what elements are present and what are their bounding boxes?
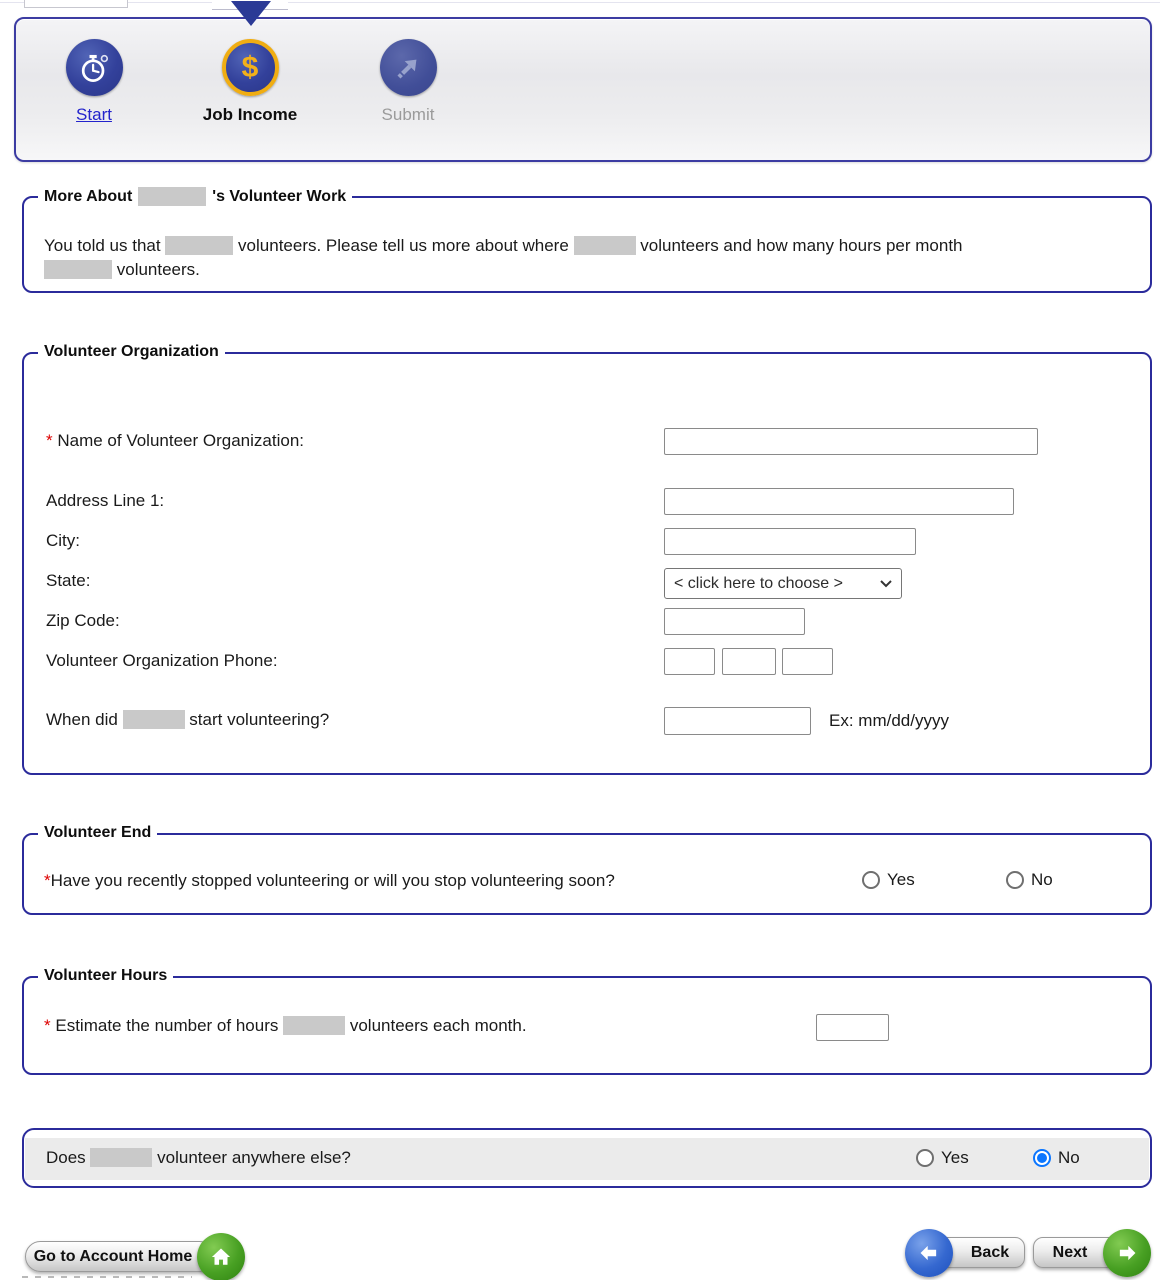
volunteer-hours-input[interactable] [816, 1014, 889, 1041]
wizard-step-start[interactable] [19, 39, 169, 125]
org-state-label: State: [46, 571, 91, 590]
org-zip-label: Zip Code: [46, 611, 120, 630]
volunteer-end-no-option[interactable] [1006, 870, 1053, 890]
org-city-label: City: [46, 531, 80, 550]
top-divider-line [0, 2, 1160, 3]
volunteer-hours-legend: Volunteer Hours [38, 967, 173, 985]
elsewhere-yes-label: Yes [941, 1148, 969, 1167]
wizard-step-submit-label: Submit [381, 105, 435, 124]
about-text-seg: volunteers. [116, 260, 200, 279]
next-button[interactable] [1033, 1227, 1153, 1277]
redacted-name [123, 710, 185, 729]
redacted-name [165, 236, 233, 255]
elsewhere-no-option[interactable] [1033, 1148, 1080, 1168]
top-left-remnant-box [24, 0, 128, 8]
elsewhere-question-seg: volunteer anywhere else? [157, 1148, 351, 1167]
more-about-text-line1 [44, 234, 963, 258]
org-zip-input[interactable] [664, 608, 805, 635]
chevron-down-icon [880, 580, 892, 588]
current-step-pointer-icon [231, 1, 271, 26]
org-phone-area-input[interactable] [664, 648, 715, 675]
org-address-row [46, 488, 1130, 520]
required-marker: * [46, 431, 53, 450]
about-text-seg: You told us that [44, 236, 161, 255]
about-text-seg: volunteers. Please tell us more about where [238, 236, 569, 255]
wizard-step-job-income [175, 39, 325, 125]
org-state-row [46, 568, 1130, 600]
elsewhere-no-label: No [1058, 1148, 1080, 1167]
volunteer-end-section [22, 824, 1152, 915]
volunteer-end-question [44, 871, 615, 891]
dollar-icon: $ [222, 39, 279, 96]
volunteer-elsewhere-strip [25, 1138, 1149, 1180]
progress-wizard-panel [14, 17, 1152, 162]
elsewhere-question-seg: Does [46, 1148, 86, 1167]
volunteer-hours-question [44, 1016, 527, 1036]
next-button-pill[interactable]: Next [1033, 1237, 1129, 1268]
when-label-seg: When did [46, 710, 118, 729]
org-phone-line-input[interactable] [782, 648, 833, 675]
required-marker: * [44, 871, 51, 890]
wizard-step-submit [333, 39, 483, 125]
volunteer-end-no-label: No [1031, 870, 1053, 889]
volunteer-start-date-row [46, 707, 1130, 739]
elsewhere-yes-option[interactable] [916, 1148, 969, 1168]
org-address-label: Address Line 1: [46, 491, 165, 510]
when-label-seg: start volunteering? [189, 710, 330, 729]
volunteer-elsewhere-question [46, 1148, 351, 1168]
volunteer-hours-section [22, 967, 1152, 1075]
volunteer-end-no-radio[interactable] [1006, 871, 1024, 889]
redacted-name [574, 236, 636, 255]
go-to-account-home-pill[interactable]: Go to Account Home [25, 1241, 215, 1272]
volunteer-end-legend: Volunteer End [38, 824, 157, 842]
org-phone-prefix-input[interactable] [722, 648, 776, 675]
date-format-hint: Ex: mm/dd/yyyy [829, 711, 949, 730]
org-city-row [46, 528, 1130, 560]
stopwatch-icon [66, 39, 123, 96]
more-about-legend-suffix: 's Volunteer Work [212, 187, 347, 205]
org-city-input[interactable] [664, 528, 916, 555]
arrow-up-right-icon [380, 39, 437, 96]
home-icon[interactable] [197, 1233, 245, 1280]
org-name-label-text: Name of Volunteer Organization: [57, 431, 305, 450]
redacted-name [90, 1148, 152, 1167]
redacted-name [44, 260, 112, 279]
volunteer-end-yes-radio[interactable] [862, 871, 880, 889]
volunteer-end-yes-label: Yes [887, 870, 915, 889]
volunteer-organization-legend: Volunteer Organization [38, 343, 225, 361]
org-state-select[interactable] [664, 568, 902, 599]
org-phone-row [46, 648, 1130, 680]
hours-question-seg: Estimate the number of hours [55, 1016, 279, 1035]
more-about-legend [38, 187, 352, 206]
about-text-seg: volunteers and how many hours per month [640, 236, 963, 255]
volunteer-elsewhere-section [22, 1128, 1152, 1188]
org-address-input[interactable] [664, 488, 1014, 515]
more-about-section [22, 187, 1152, 293]
org-name-row [46, 428, 1130, 460]
org-name-label [46, 431, 304, 451]
elsewhere-no-radio[interactable] [1033, 1149, 1051, 1167]
org-state-selected-value: < click here to choose > [674, 574, 843, 592]
bottom-left-remnant [22, 1276, 192, 1278]
org-zip-row [46, 608, 1130, 640]
org-phone-label: Volunteer Organization Phone: [46, 651, 278, 670]
volunteer-organization-section [22, 343, 1152, 775]
arrow-left-icon[interactable] [905, 1229, 953, 1277]
hours-question-seg: volunteers each month. [349, 1016, 527, 1035]
more-about-legend-prefix: More About [44, 187, 133, 205]
arrow-right-icon[interactable] [1103, 1229, 1151, 1277]
redacted-name [138, 187, 206, 206]
wizard-step-start-label[interactable]: Start [76, 105, 112, 124]
back-button[interactable] [905, 1227, 1025, 1277]
wizard-step-job-income-label: Job Income [202, 105, 298, 124]
volunteer-end-yes-option[interactable] [862, 870, 915, 890]
volunteer-end-question-text: Have you recently stopped volunteering or will you stop volunteering soon? [50, 871, 615, 890]
go-to-account-home-button[interactable] [25, 1237, 275, 1280]
required-marker: * [44, 1016, 51, 1035]
elsewhere-yes-radio[interactable] [916, 1149, 934, 1167]
more-about-text-line2 [44, 258, 200, 282]
volunteer-start-date-label [46, 710, 329, 730]
redacted-name [283, 1016, 345, 1035]
back-button-pill[interactable]: Back [931, 1237, 1025, 1268]
org-name-input[interactable] [664, 428, 1038, 455]
volunteer-start-date-input[interactable] [664, 707, 811, 735]
